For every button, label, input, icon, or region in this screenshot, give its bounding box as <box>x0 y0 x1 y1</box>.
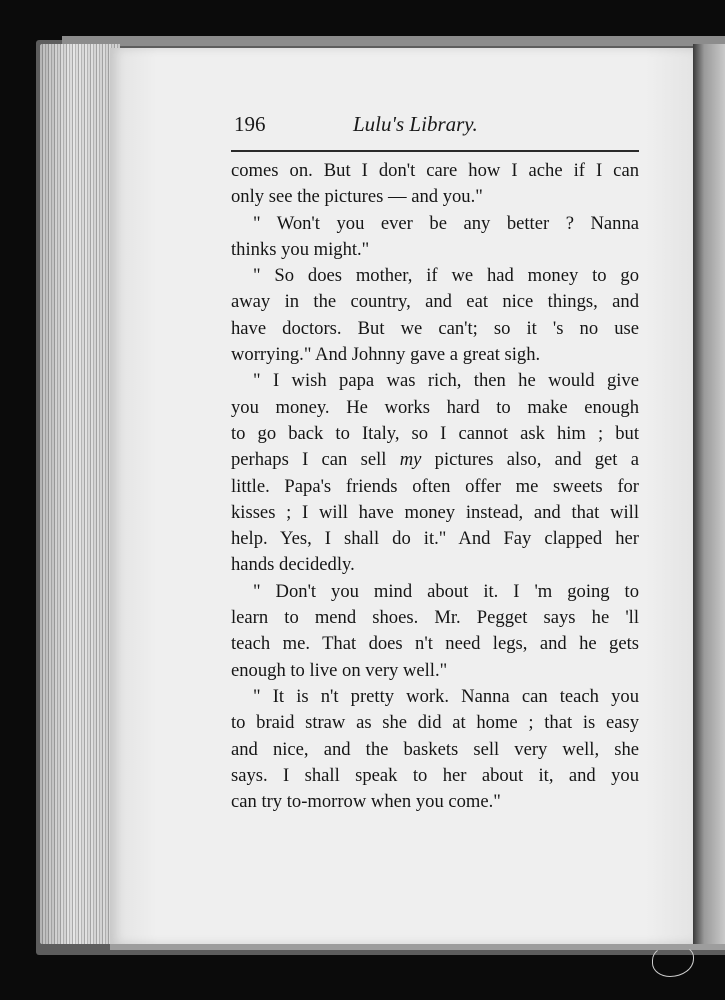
header-rule <box>231 150 639 152</box>
text-line: help. Yes, I shall do it." And Fay clapped her <box>231 528 639 550</box>
text-segment: pictures also, and get a <box>434 449 639 471</box>
running-title: Lulu's Library. <box>353 112 478 136</box>
text-line: " Won't you ever be any better ? Nanna <box>253 212 639 234</box>
loose-thread <box>652 945 694 977</box>
text-line: hands decidedly. <box>231 554 355 576</box>
page-edges-shade <box>40 44 120 944</box>
text-line: only see the pictures — and you." <box>231 186 483 208</box>
text-line: have doctors. But we can't; so it 's no use <box>231 317 639 339</box>
text-line <box>231 447 639 473</box>
text-line: to go back to Italy, so I cannot ask him ; but <box>231 422 639 444</box>
text-line: enough to live on very well." <box>231 659 448 681</box>
text-line: little. Papa's friends often offer me sweets for <box>231 475 639 497</box>
text-line: can try to-morrow when you come." <box>231 791 501 813</box>
text-line: " Don't you mind about it. I 'm going to <box>253 580 639 602</box>
text-line: comes on. But I don't care how I ache if I can <box>231 160 639 181</box>
cover-top-edge <box>62 36 725 46</box>
text-line: kisses ; I will have money instead, and that will <box>231 501 639 523</box>
text-line: " So does mother, if we had money to go <box>253 265 639 287</box>
text-line: thinks you might." <box>231 238 370 260</box>
running-head <box>234 112 634 142</box>
text-segment: perhaps I can sell <box>231 449 387 471</box>
text-line: teach me. That does n't need legs, and he gets <box>231 633 639 655</box>
text-line: away in the country, and eat nice things, and <box>231 291 639 313</box>
text-line: learn to mend shoes. Mr. Pegget says he 'll <box>231 607 639 629</box>
text-line: to braid straw as she did at home ; that is easy <box>231 712 639 734</box>
text-line: worrying." And Johnny gave a great sigh. <box>231 344 541 366</box>
emphasis-word: my <box>399 449 422 471</box>
text-line: and nice, and the baskets sell very well, she <box>231 738 639 760</box>
text-line: you money. He works hard to make enough <box>231 396 639 418</box>
text-line: " It is n't pretty work. Nanna can teach you <box>253 685 639 707</box>
facing-page-gutter <box>693 44 725 949</box>
page-number: 196 <box>234 112 266 136</box>
book-bottom-edge <box>110 944 725 950</box>
body-text <box>231 158 639 815</box>
text-line: " I wish papa was rich, then he would give <box>253 370 639 392</box>
text-line: says. I shall speak to her about it, and you <box>231 764 639 786</box>
